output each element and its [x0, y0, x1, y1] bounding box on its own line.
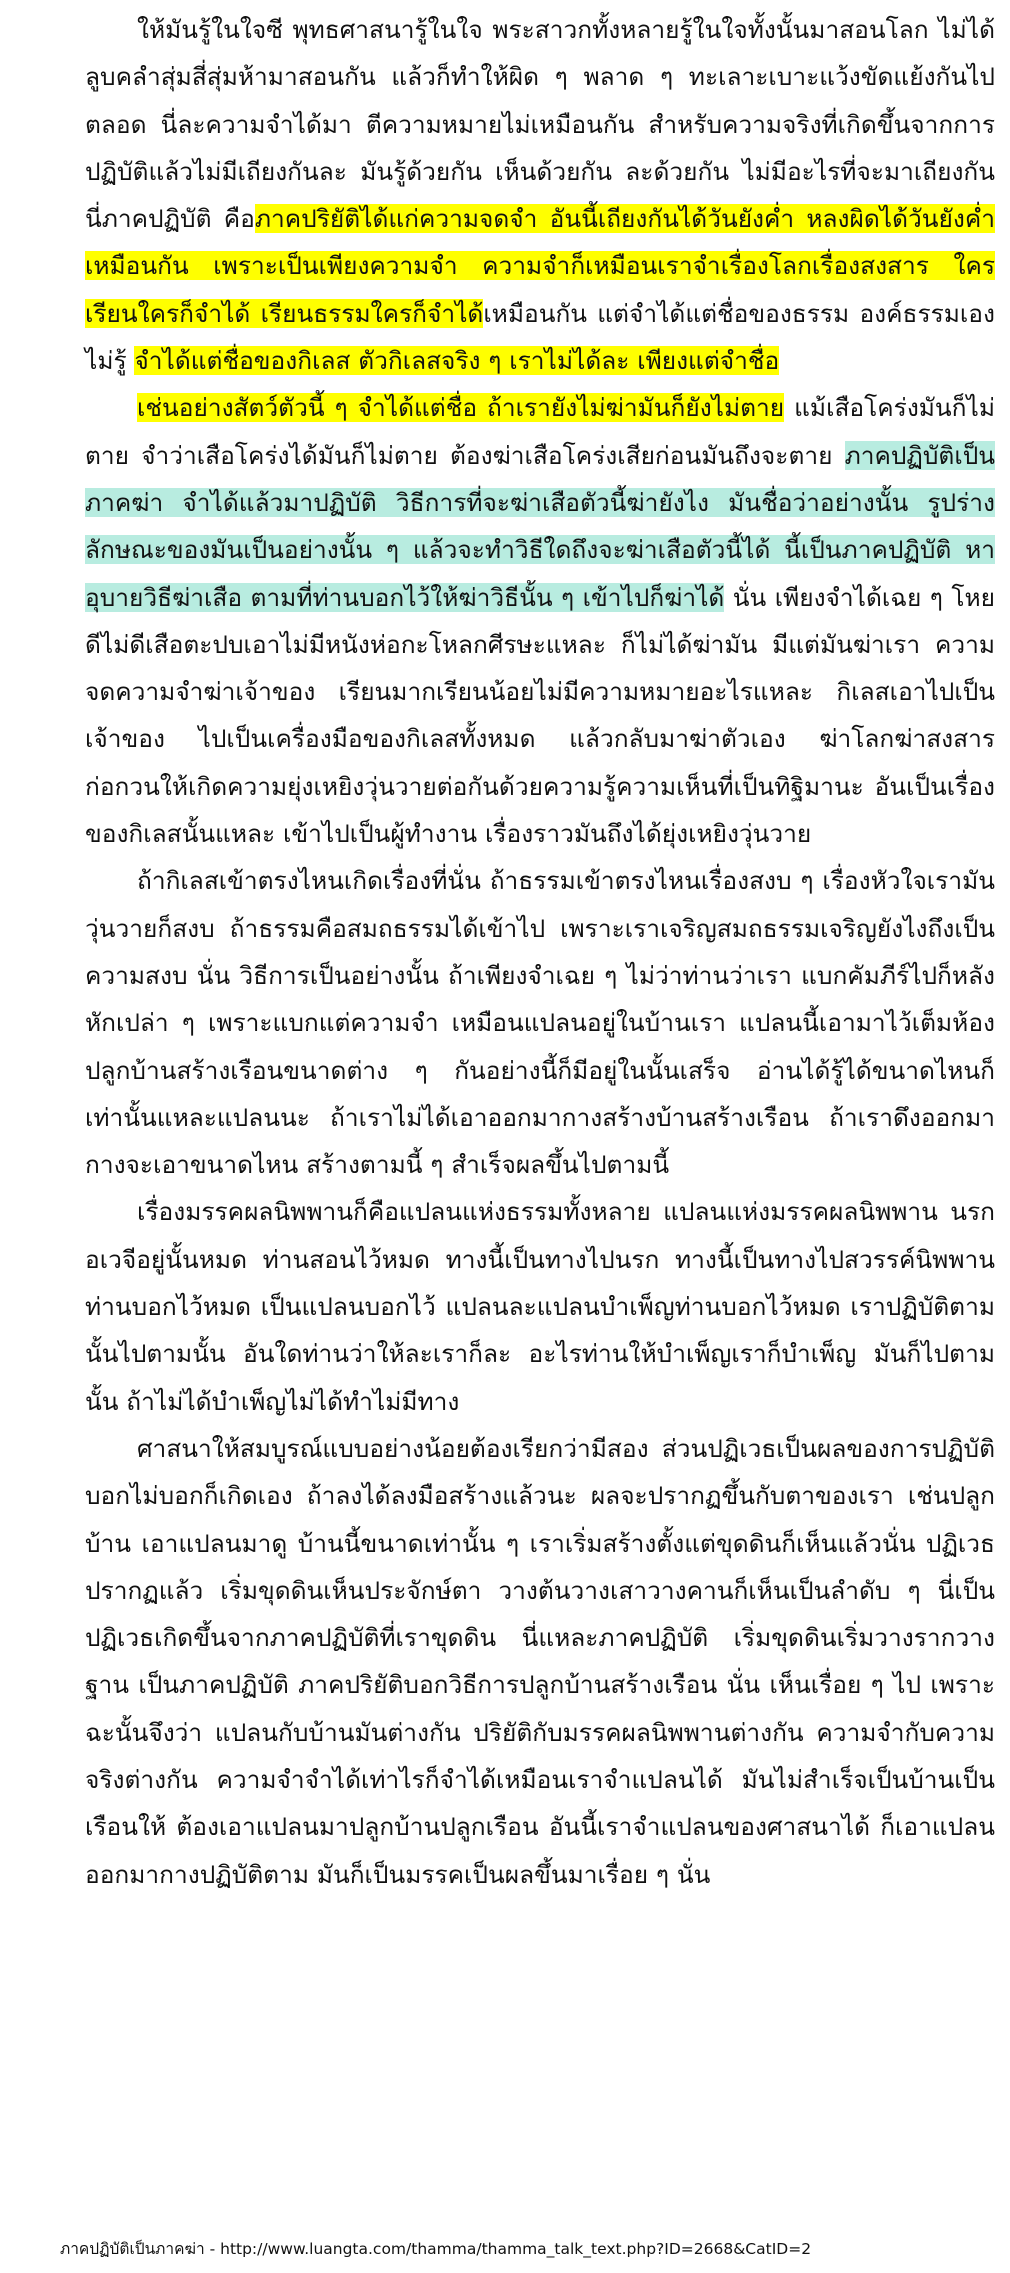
highlighted-text-yellow: ภาคปริยัติได้แก่ความจดจำ อันนี้เถียงกันได้วันยังค่ำ หลงผิดได้วันยังค่ำเหมือนกัน เพราะเป็นเพียงความจำ ความจำก็เหมือนเราจำเรื่องโลกเรื่องสงสาร ใครเรียนใครก็จำได้ เรียนธรรมใครก็จำได้ [85, 204, 995, 328]
highlighted-text-green: ภาคปฏิบัติเป็นภาคฆ่า จำได้แล้วมาปฏิบัติ วิธีการที่จะฆ่าเสือตัวนี้ฆ่ายังไง มันชื่อว่าอย่างนั้น รูปร่างลักษณะของมันเป็นอย่างนั้น ๆ แล้วจะทำวิธีใดถึงจะฆ่าเสือตัวนี้ได้ นี้เป็นภาคปฏิบัติ หาอุบายวิธีฆ่าเสือ ตามที่ท่านบอกไว้ให้ฆ่าวิธีนั้น ๆ เข้าไปก็ฆ่าได้ [85, 440, 995, 612]
document-body [85, 0, 995, 1898]
text-segment: นั่น เพียงจำได้เฉย ๆ โหย ดีไม่ดีเสือตะปบเอาไม่มีหนังห่อกะโหลกศีรษะแหละ ก็ไม่ได้ฆ่ามัน มีแต่มันฆ่าเรา ความจดความจำฆ่าเจ้าของ เรียนมากเรียนน้อยไม่มีความหมายอะไรแหละ กิเลสเอาไปเป็นเจ้าของ ไปเป็นเครื่องมือของกิเลสทั้งหมด แล้วกลับมาฆ่าตัวเอง ฆ่าโลกฆ่าสงสาร ก่อกวนให้เกิดความยุ่งเหยิงวุ่นวายต่อกันด้วยความรู้ความเห็นที่เป็นทิฐิมานะ อันเป็นเรื่องของกิเลสนั้นแหละ เข้าไปเป็นผู้ทำงาน เรื่องราวมันถึงได้ยุ่งเหยิงวุ่นวาย [85, 582, 996, 849]
text-segment: แม้เสือโคร่งมันก็ไม่ตาย จำว่าเสือโคร่งได้มันก็ไม่ตาย ต้องฆ่าเสือโคร่งเสียก่อนมันถึงจะตาย [85, 393, 995, 470]
paragraph-4 [85, 1188, 995, 1424]
text-segment: ถ้ากิเลสเข้าตรงไหนเกิดเรื่องที่นั่น ถ้าธรรมเข้าตรงไหนเรื่องสงบ ๆ เรื่องหัวใจเรามันวุ่นวายก็สงบ ถ้าธรรมคือสมถธรรมได้เข้าไป เพราะเราเจริญสมถธรรมเจริญยังไงถึงเป็นความสงบ นั่น วิธีการเป็นอย่างนั้น ถ้าเพียงจำเฉย ๆ ไม่ว่าท่านว่าเรา แบกคัมภีร์ไปก็หลังหักเปล่า ๆ เพราะแบกแต่ความจำ เหมือนแปลนอยู่ในบ้านเรา แปลนนี้เอามาไว้เต็มห้อง ปลูกบ้านสร้างเรือนขนาดต่าง ๆ กันอย่างนี้ก็มีอยู่ในนั้นเสร็จ อ่านได้รู้ได้ขนาดไหนก็เท่านั้นแหละแปลนนะ ถ้าเราไม่ได้เอาออกมากางสร้างบ้านสร้างเรือน ถ้าเราดึงออกมากางจะเอาขนาดไหน สร้างตามนี้ ๆ สำเร็จผลขึ้นไปตามนี้ [85, 866, 995, 1180]
text-segment: ให้มันรู้ในใจซี พุทธศาสนารู้ในใจ พระสาวกทั้งหลายรู้ในใจทั้งนั้นมาสอนโลก ไม่ได้ลูบคลำสุ่มสี่สุ่มห้ามาสอนกัน แล้วก็ทำให้ผิด ๆ พลาด ๆ ทะเลาะเบาะแว้งขัดแย้งกันไปตลอด นี่ละความจำได้มา ตีความหมายไม่เหมือนกัน สำหรับความจริงที่เกิดขึ้นจากการปฏิบัติแล้วไม่มีเถียงกันละ มันรู้ด้วยกัน เห็นด้วยกัน ละด้วยกัน ไม่มีอะไรที่จะมาเถียงกัน นี่ภาคปฏิบัติ คือ [85, 15, 995, 234]
paragraph-1 [85, 0, 995, 384]
highlighted-text-yellow: จำได้แต่ชื่อของกิเลส ตัวกิเลสจริง ๆ เราไม่ได้ละ เพียงแต่จำชื่อ [134, 346, 780, 376]
text-segment: ศาสนาให้สมบูรณ์แบบอย่างน้อยต้องเรียกว่ามีสอง ส่วนปฏิเวธเป็นผลของการปฏิบัติ บอกไม่บอกก็เกิดเอง ถ้าลงได้ลงมือสร้างแล้วนะ ผลจะปรากฏขึ้นกับตาของเรา เช่นปลูกบ้าน เอาแปลนมาดู บ้านนี้ขนาดเท่านั้น ๆ เราเริ่มสร้างตั้งแต่ขุดดินก็เห็นแล้วนั่น ปฏิเวธปรากฏแล้ว เริ่มขุดดินเห็นประจักษ์ตา วางต้นวางเสาวางคานก็เห็นเป็นลำดับ ๆ นี่เป็นปฏิเวธเกิดขึ้นจากภาคปฏิบัติที่เราขุดดิน นี่แหละภาคปฏิบัติ เริ่มขุดดินเริ่มวางรากวางฐาน เป็นภาคปฏิบัติ ภาคปริยัติบอกวิธีการปลูกบ้านสร้างเรือน นั่น เห็นเรื่อย ๆ ไป เพราะฉะนั้นจึงว่า แปลนกับบ้านมันต่างกัน ปริยัติกับมรรคผลนิพพานต่างกัน ความจำกับความจริงต่างกัน ความจำจำได้เท่าไรก็จำได้เหมือนเราจำแปลนได้ มันไม่สำเร็จเป็นบ้านเป็นเรือนให้ ต้องเอาแปลนมาปลูกบ้านปลูกเรือน อันนี้เราจำแปลนของศาสนาได้ ก็เอาแปลนออกมากางปฏิบัติตาม มันก็เป็นมรรคเป็นผลขึ้นมาเรื่อย ๆ นั่น [85, 1433, 995, 1889]
source-footer: ภาคปฏิบัติเป็นภาคฆ่า - http://www.luangta.com/thamma/thamma_talk_text.php?ID=2668&CatID=2 [60, 2240, 812, 2258]
paragraph-2 [85, 384, 995, 857]
paragraph-5 [85, 1425, 995, 1898]
paragraph-3 [85, 857, 995, 1188]
text-segment: เรื่องมรรคผลนิพพานก็คือแปลนแห่งธรรมทั้งหลาย แปลนแห่งมรรคผลนิพพาน นรกอเวจีอยู่นั้นหมด ท่านสอนไว้หมด ทางนี้เป็นทางไปนรก ทางนี้เป็นทางไปสวรรค์นิพพาน ท่านบอกไว้หมด เป็นแปลนบอกไว้ แปลนละแปลนบำเพ็ญท่านบอกไว้หมด เราปฏิบัติตามนั้นไปตามนั้น อันใดท่านว่าให้ละเราก็ละ อะไรท่านให้บำเพ็ญเราก็บำเพ็ญ มันก็ไปตามนั้น ถ้าไม่ได้บำเพ็ญไม่ได้ทำไม่มีทาง [85, 1197, 995, 1416]
text-segment: เหมือนกัน แต่จำได้แต่ชื่อของธรรม องค์ธรรมเองไม่รู้ [85, 298, 995, 376]
highlighted-text-yellow: เช่นอย่างสัตว์ตัวนี้ ๆ จำได้แต่ชื่อ ถ้าเรายังไม่ฆ่ามันก็ยังไม่ตาย [137, 393, 785, 423]
